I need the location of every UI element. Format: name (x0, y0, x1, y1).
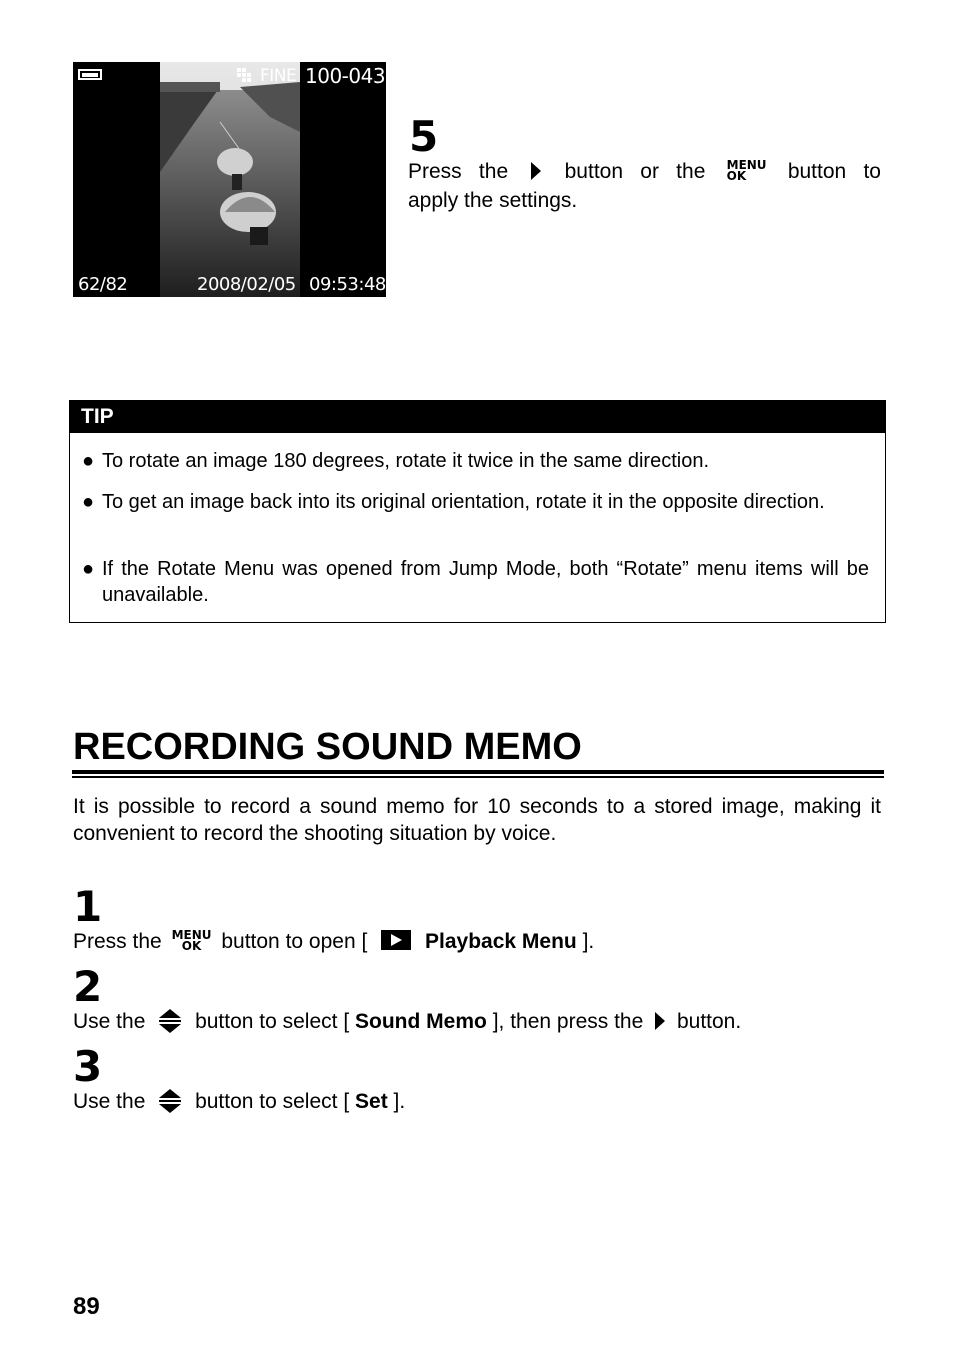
capture-time: 09:53:48 (309, 274, 386, 295)
quality-label: FINE (260, 66, 297, 86)
frame-counter: 62/82 (78, 274, 128, 295)
tip-box (69, 400, 886, 623)
step-5-line2: apply the settings. (408, 189, 578, 212)
step-5-press: Press the (408, 160, 509, 183)
section-intro: It is possible to record a sound memo for 10 seconds to a stored image, making it convenient to record the shooting situation by voice. (73, 795, 881, 845)
battery-icon (78, 69, 102, 80)
step-3-text: Use the button to select [ Set ]. (73, 1090, 406, 1113)
image-size-icon (237, 68, 251, 82)
file-number: 100-0437 (305, 64, 398, 88)
step-5-number: 5 (409, 112, 439, 161)
step-2-number: 2 (73, 962, 103, 1011)
playback-icon (381, 930, 411, 950)
tip-header: TIP (70, 401, 885, 433)
tip-bullet-item: ● If the Rotate Menu was opened from Jump Mode, both “Rotate” menu items will be unavailable. (82, 558, 869, 606)
bullet-icon: ● (82, 491, 95, 513)
tip-bullet-item: ● To rotate an image 180 degrees, rotate it twice in the same direction. (82, 450, 710, 472)
step-2-text: Use the button to select [ Sound Memo ], then press the button. (73, 1010, 742, 1033)
capture-date: 2008/02/05 (197, 274, 296, 295)
bullet-icon: ● (82, 450, 95, 472)
page-number: 89 (73, 1293, 100, 1320)
camera-lcd-screen (73, 62, 398, 297)
menu-ok-icon: MENU OK (171, 928, 212, 953)
title-rule-thin (72, 776, 884, 778)
section-title: RECORDING SOUND MEMO (73, 726, 582, 768)
right-arrow-icon (655, 1012, 665, 1030)
right-arrow-icon (531, 162, 541, 180)
step-5-line1 (408, 158, 881, 185)
up-down-arrow-icon (159, 1089, 181, 1113)
step-3-number: 3 (73, 1042, 103, 1091)
bullet-icon: ● (82, 558, 95, 580)
step-5-button-to: button to (787, 160, 881, 183)
step-1-number: 1 (73, 882, 103, 931)
menu-ok-icon: MENU OK (726, 158, 767, 183)
up-down-arrow-icon (159, 1009, 181, 1033)
title-rule-thick (72, 770, 884, 774)
tip-bullet-item: ● To get an image back into its original orientation, rotate it in the opposite direction. (82, 491, 825, 513)
step-5-button-or: button or the (564, 160, 706, 183)
step-1-text: Press the MENU OK button to open [ Playback Menu ]. (73, 928, 595, 953)
harbor-boat-photo (160, 62, 300, 297)
